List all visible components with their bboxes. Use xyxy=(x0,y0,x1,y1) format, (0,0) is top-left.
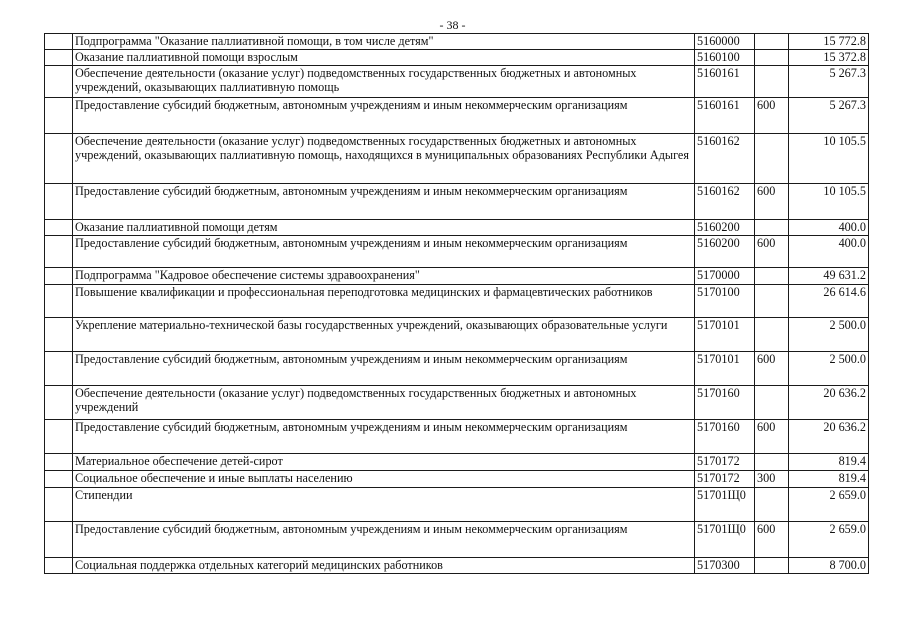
row-code: 5170172 xyxy=(695,471,755,488)
table-row xyxy=(45,420,869,454)
row-index-cell xyxy=(45,558,73,574)
row-code: 51701Щ0 xyxy=(695,522,755,558)
row-index-cell xyxy=(45,34,73,50)
table-row xyxy=(45,318,869,352)
table-row xyxy=(45,66,869,98)
row-amount: 5 267.3 xyxy=(789,98,869,134)
row-type: 300 xyxy=(755,471,789,488)
row-type xyxy=(755,318,789,352)
row-type: 600 xyxy=(755,522,789,558)
row-index-cell xyxy=(45,471,73,488)
table-row xyxy=(45,488,869,522)
row-type: 600 xyxy=(755,184,789,220)
row-name: Предоставление субсидий бюджетным, автономным учреждениям и иным некоммерческим организациям xyxy=(73,236,695,268)
row-type xyxy=(755,285,789,318)
row-amount: 26 614.6 xyxy=(789,285,869,318)
row-code: 5160000 xyxy=(695,34,755,50)
row-name: Подпрограмма "Кадровое обеспечение системы здравоохранения" xyxy=(73,268,695,285)
row-index-cell xyxy=(45,220,73,236)
row-name: Обеспечение деятельности (оказание услуг) подведомственных государственных бюджетных и автономных учреждений xyxy=(73,386,695,420)
row-amount: 400.0 xyxy=(789,220,869,236)
row-code: 5160161 xyxy=(695,66,755,98)
row-amount: 2 500.0 xyxy=(789,318,869,352)
row-amount: 15 372.8 xyxy=(789,50,869,66)
row-type: 600 xyxy=(755,352,789,386)
row-amount: 10 105.5 xyxy=(789,184,869,220)
row-name: Предоставление субсидий бюджетным, автономным учреждениям и иным некоммерческим организациям xyxy=(73,420,695,454)
row-code: 51701Щ0 xyxy=(695,488,755,522)
row-type xyxy=(755,268,789,285)
row-name: Социальная поддержка отдельных категорий медицинских работников xyxy=(73,558,695,574)
row-index-cell xyxy=(45,66,73,98)
row-index-cell xyxy=(45,184,73,220)
row-index-cell xyxy=(45,352,73,386)
row-type xyxy=(755,134,789,184)
row-type xyxy=(755,66,789,98)
row-type xyxy=(755,488,789,522)
row-code: 5170160 xyxy=(695,420,755,454)
table-row xyxy=(45,220,869,236)
row-type xyxy=(755,50,789,66)
row-code: 5160200 xyxy=(695,220,755,236)
table-row xyxy=(45,184,869,220)
row-amount: 400.0 xyxy=(789,236,869,268)
row-amount: 819.4 xyxy=(789,454,869,471)
table-row xyxy=(45,558,869,574)
row-name: Предоставление субсидий бюджетным, автономным учреждениям и иным некоммерческим организациям xyxy=(73,98,695,134)
row-name: Стипендии xyxy=(73,488,695,522)
row-code: 5170172 xyxy=(695,454,755,471)
table-row xyxy=(45,522,869,558)
page-number: - 38 - xyxy=(439,18,466,32)
row-index-cell xyxy=(45,386,73,420)
table-row xyxy=(45,454,869,471)
row-index-cell xyxy=(45,236,73,268)
row-amount: 20 636.2 xyxy=(789,420,869,454)
table-row xyxy=(45,471,869,488)
row-index-cell xyxy=(45,420,73,454)
row-name: Обеспечение деятельности (оказание услуг) подведомственных государственных бюджетных и автономных учреждений, оказывающих паллиативную помощь, находящихся в муниципальных образованиях Республики Адыгея xyxy=(73,134,695,184)
table-row xyxy=(45,386,869,420)
row-amount: 819.4 xyxy=(789,471,869,488)
table-row xyxy=(45,134,869,184)
row-amount: 2 500.0 xyxy=(789,352,869,386)
row-index-cell xyxy=(45,134,73,184)
row-index-cell xyxy=(45,318,73,352)
row-name: Предоставление субсидий бюджетным, автономным учреждениям и иным некоммерческим организациям xyxy=(73,184,695,220)
row-index-cell xyxy=(45,522,73,558)
table-row xyxy=(45,34,869,50)
row-amount: 2 659.0 xyxy=(789,522,869,558)
row-code: 5170100 xyxy=(695,285,755,318)
row-name: Материальное обеспечение детей-сирот xyxy=(73,454,695,471)
row-code: 5160200 xyxy=(695,236,755,268)
row-type xyxy=(755,558,789,574)
row-amount: 8 700.0 xyxy=(789,558,869,574)
row-code: 5160161 xyxy=(695,98,755,134)
row-name: Оказание паллиативной помощи детям xyxy=(73,220,695,236)
budget-table xyxy=(44,33,869,574)
row-name: Обеспечение деятельности (оказание услуг) подведомственных государственных бюджетных и автономных учреждений, оказывающих паллиативную помощь xyxy=(73,66,695,98)
row-name: Социальное обеспечение и иные выплаты населению xyxy=(73,471,695,488)
row-name: Укрепление материально-технической базы государственных учреждений, оказывающих образовательные услуги xyxy=(73,318,695,352)
row-amount: 5 267.3 xyxy=(789,66,869,98)
row-type: 600 xyxy=(755,98,789,134)
row-amount: 10 105.5 xyxy=(789,134,869,184)
row-type: 600 xyxy=(755,420,789,454)
row-code: 5160162 xyxy=(695,184,755,220)
row-type xyxy=(755,220,789,236)
row-code: 5170300 xyxy=(695,558,755,574)
row-index-cell xyxy=(45,98,73,134)
table-row xyxy=(45,50,869,66)
row-code: 5170160 xyxy=(695,386,755,420)
row-name: Оказание паллиативной помощи взрослым xyxy=(73,50,695,66)
row-amount: 49 631.2 xyxy=(789,268,869,285)
row-code: 5170101 xyxy=(695,352,755,386)
table-row xyxy=(45,98,869,134)
row-index-cell xyxy=(45,454,73,471)
row-code: 5160100 xyxy=(695,50,755,66)
row-index-cell xyxy=(45,50,73,66)
row-index-cell xyxy=(45,268,73,285)
row-amount: 15 772.8 xyxy=(789,34,869,50)
row-code: 5170101 xyxy=(695,318,755,352)
row-type xyxy=(755,34,789,50)
table-row xyxy=(45,268,869,285)
row-name: Предоставление субсидий бюджетным, автономным учреждениям и иным некоммерческим организациям xyxy=(73,522,695,558)
row-type: 600 xyxy=(755,236,789,268)
table-row xyxy=(45,285,869,318)
row-code: 5170000 xyxy=(695,268,755,285)
row-type xyxy=(755,386,789,420)
row-name: Предоставление субсидий бюджетным, автономным учреждениям и иным некоммерческим организациям xyxy=(73,352,695,386)
row-code: 5160162 xyxy=(695,134,755,184)
table-row xyxy=(45,352,869,386)
row-name: Подпрограмма "Оказание паллиативной помощи, в том числе детям" xyxy=(73,34,695,50)
table-row xyxy=(45,236,869,268)
row-index-cell xyxy=(45,285,73,318)
row-name: Повышение квалификации и профессиональная переподготовка медицинских и фармацевтических работников xyxy=(73,285,695,318)
row-amount: 20 636.2 xyxy=(789,386,869,420)
row-amount: 2 659.0 xyxy=(789,488,869,522)
row-index-cell xyxy=(45,488,73,522)
row-type xyxy=(755,454,789,471)
